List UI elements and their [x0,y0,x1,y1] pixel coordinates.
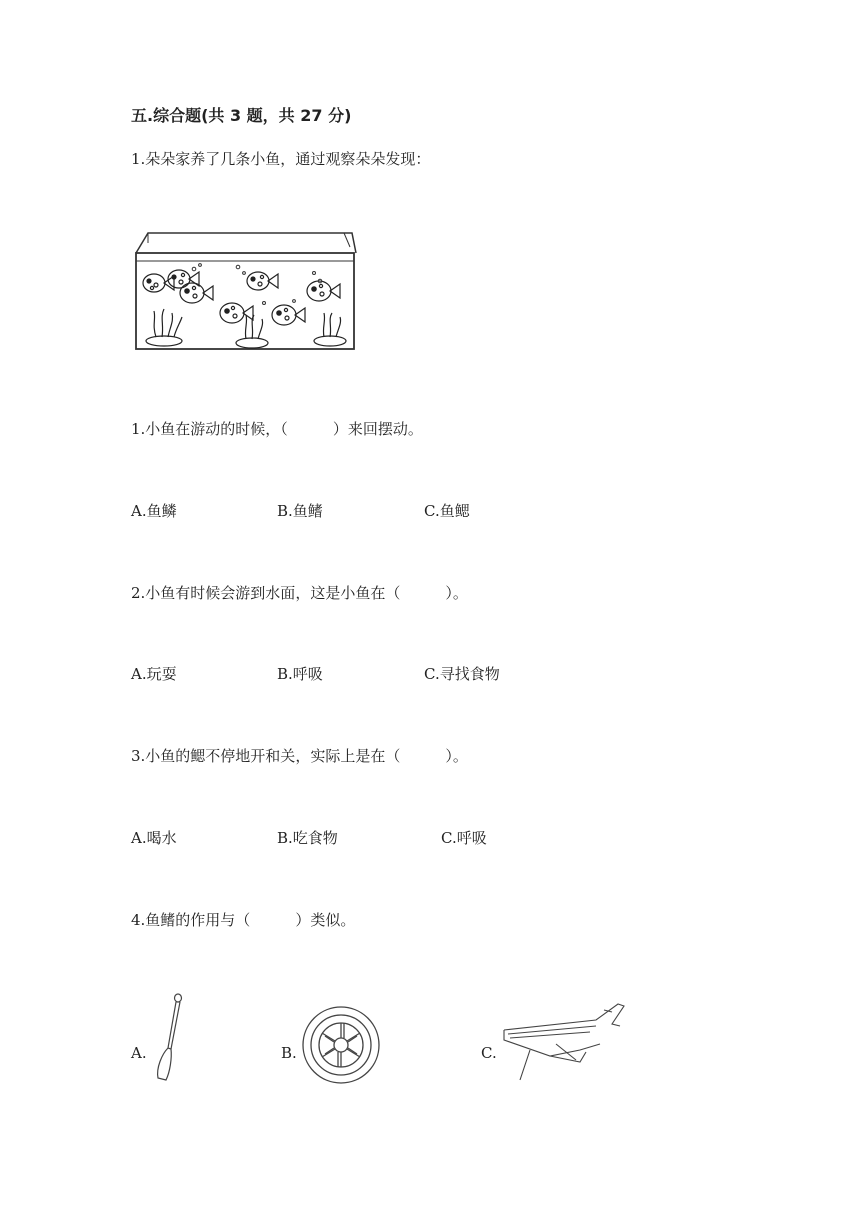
option-c[interactable]: C.鱼鳃 [424,502,470,520]
option-a[interactable]: A.玩耍 [131,665,177,683]
option-b[interactable]: B.鱼鳍 [277,502,323,520]
option-c[interactable]: C.呼吸 [441,829,487,847]
option-a-label[interactable]: A. [131,1044,147,1062]
question-stem: 3.小鱼的鳃不停地开和关，实际上是在（ ）。 [131,747,468,765]
question-intro: 1.朵朵家养了几条小鱼，通过观察朵朵发现： [131,150,431,168]
option-b[interactable]: B.呼吸 [277,665,323,683]
option-b[interactable]: B.吃食物 [277,829,338,847]
airplane-wing-icon[interactable] [500,1000,628,1084]
option-c[interactable]: C.寻找食物 [424,665,500,683]
wheel-icon[interactable] [300,1004,382,1086]
oar-icon[interactable] [150,992,190,1082]
option-c-label[interactable]: C. [481,1044,497,1062]
section-title: 五.综合题(共 3 题，共 27 分) [131,106,352,125]
question-stem: 2.小鱼有时候会游到水面，这是小鱼在（ ）。 [131,584,468,602]
fish-tank-image [134,225,359,353]
option-a[interactable]: A.喝水 [131,829,177,847]
question-stem: 4.鱼鳍的作用与（ ）类似。 [131,911,356,929]
option-a[interactable]: A.鱼鳞 [131,502,177,520]
option-b-label[interactable]: B. [281,1044,297,1062]
question-stem: 1.小鱼在游动的时候，（ ）来回摆动。 [131,420,423,438]
